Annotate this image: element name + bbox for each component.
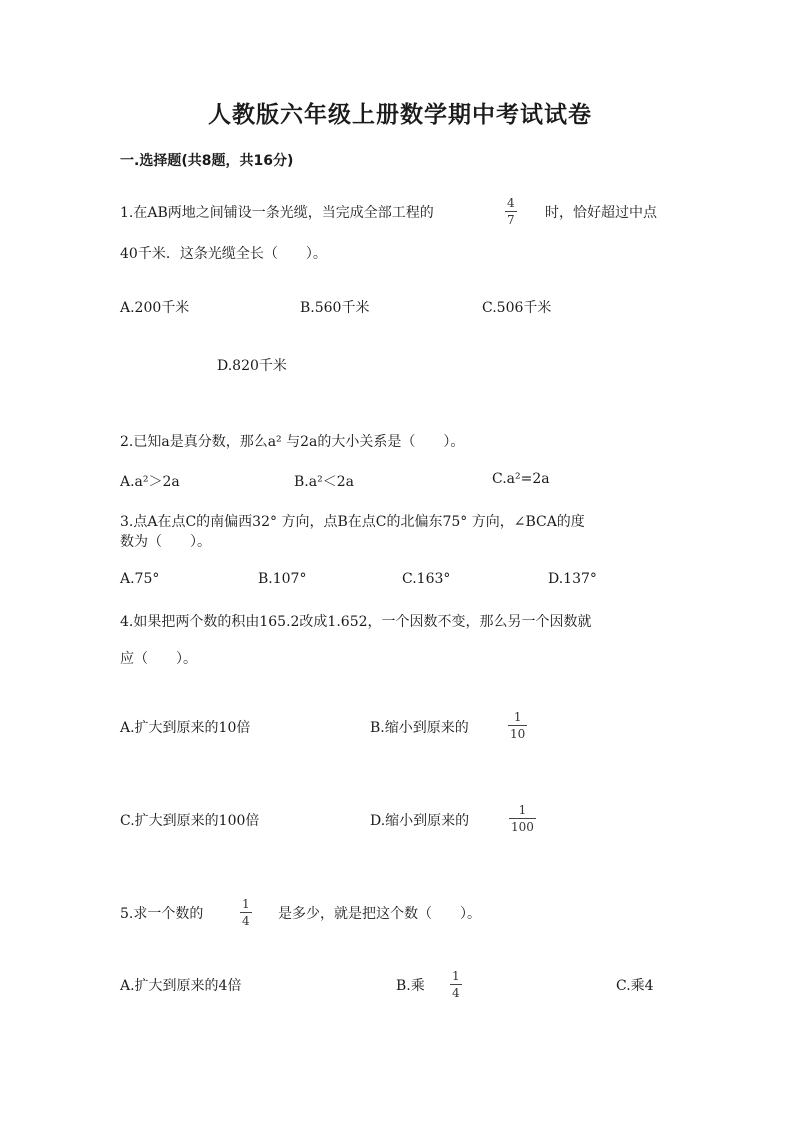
question-1-option-d: D.820千米 xyxy=(217,358,287,374)
question-5-text-a: 5.求一个数的 xyxy=(120,906,204,922)
fraction-numerator: 1 xyxy=(242,897,250,911)
question-3-option-b: B.107° xyxy=(258,571,307,587)
question-5-option-b-fraction xyxy=(450,970,462,999)
page-title: 人教版六年级上册数学期中考试试卷 xyxy=(208,102,592,128)
question-2-option-a: A.a²＞2a xyxy=(120,474,180,490)
question-1-option-b: B.560千米 xyxy=(300,300,370,316)
fraction-numerator: 1 xyxy=(518,803,527,817)
fraction-numerator: 1 xyxy=(513,710,522,724)
question-4-option-a: A.扩大到原来的10倍 xyxy=(120,720,251,736)
question-3-line-2: 数为（ ）。 xyxy=(120,534,211,550)
question-5-fraction xyxy=(240,898,252,927)
fraction-denominator: 4 xyxy=(452,986,460,1000)
question-4-option-b: B.缩小到原来的 xyxy=(370,720,469,736)
question-3-option-d: D.137° xyxy=(548,571,597,587)
question-5-option-c: C.乘4 xyxy=(616,978,654,994)
question-5-text-b: 是多少，就是把这个数（ ）。 xyxy=(278,906,481,922)
question-5-option-b: B.乘 xyxy=(396,978,425,994)
fraction-denominator: 10 xyxy=(510,727,526,741)
section-heading: 一.选择题(共8题，共16分) xyxy=(120,153,294,169)
fraction-numerator: 1 xyxy=(452,969,460,983)
question-1-line-2: 40千米．这条光缆全长（ ）。 xyxy=(120,246,327,262)
fraction-numerator: 4 xyxy=(507,196,515,210)
question-1-line-1a: 1.在AB两地之间铺设一条光缆，当完成全部工程的 xyxy=(120,205,434,221)
question-4-option-c: C.扩大到原来的100倍 xyxy=(120,813,260,829)
question-3-line-1: 3.点A在点C的南偏西32° 方向，点B在点C的北偏东75° 方向，∠BCA的度 xyxy=(120,514,585,530)
question-2-option-b: B.a²＜2a xyxy=(294,474,354,490)
question-4-line-2: 应（ ）。 xyxy=(120,651,197,667)
question-1-option-c: C.506千米 xyxy=(482,300,552,316)
question-2-text: 2.已知a是真分数，那么a² 与2a的大小关系是（ ）。 xyxy=(120,434,465,450)
question-4-option-d-fraction xyxy=(509,804,536,833)
question-2-option-c: C.a²=2a xyxy=(492,471,550,487)
question-1-line-1b: 时，恰好超过中点 xyxy=(545,205,657,221)
question-4-option-b-fraction xyxy=(508,711,527,740)
question-4-option-d: D.缩小到原来的 xyxy=(370,813,470,829)
fraction-denominator: 100 xyxy=(511,820,534,834)
question-3-option-a: A.75° xyxy=(120,571,160,587)
question-1-option-a: A.200千米 xyxy=(120,300,190,316)
question-5-option-a: A.扩大到原来的4倍 xyxy=(120,978,242,994)
question-1-fraction xyxy=(505,197,517,226)
fraction-denominator: 7 xyxy=(507,213,515,227)
question-3-option-c: C.163° xyxy=(402,571,451,587)
question-4-line-1: 4.如果把两个数的积由165.2改成1.652，一个因数不变，那么另一个因数就 xyxy=(120,614,592,630)
fraction-denominator: 4 xyxy=(242,914,250,928)
